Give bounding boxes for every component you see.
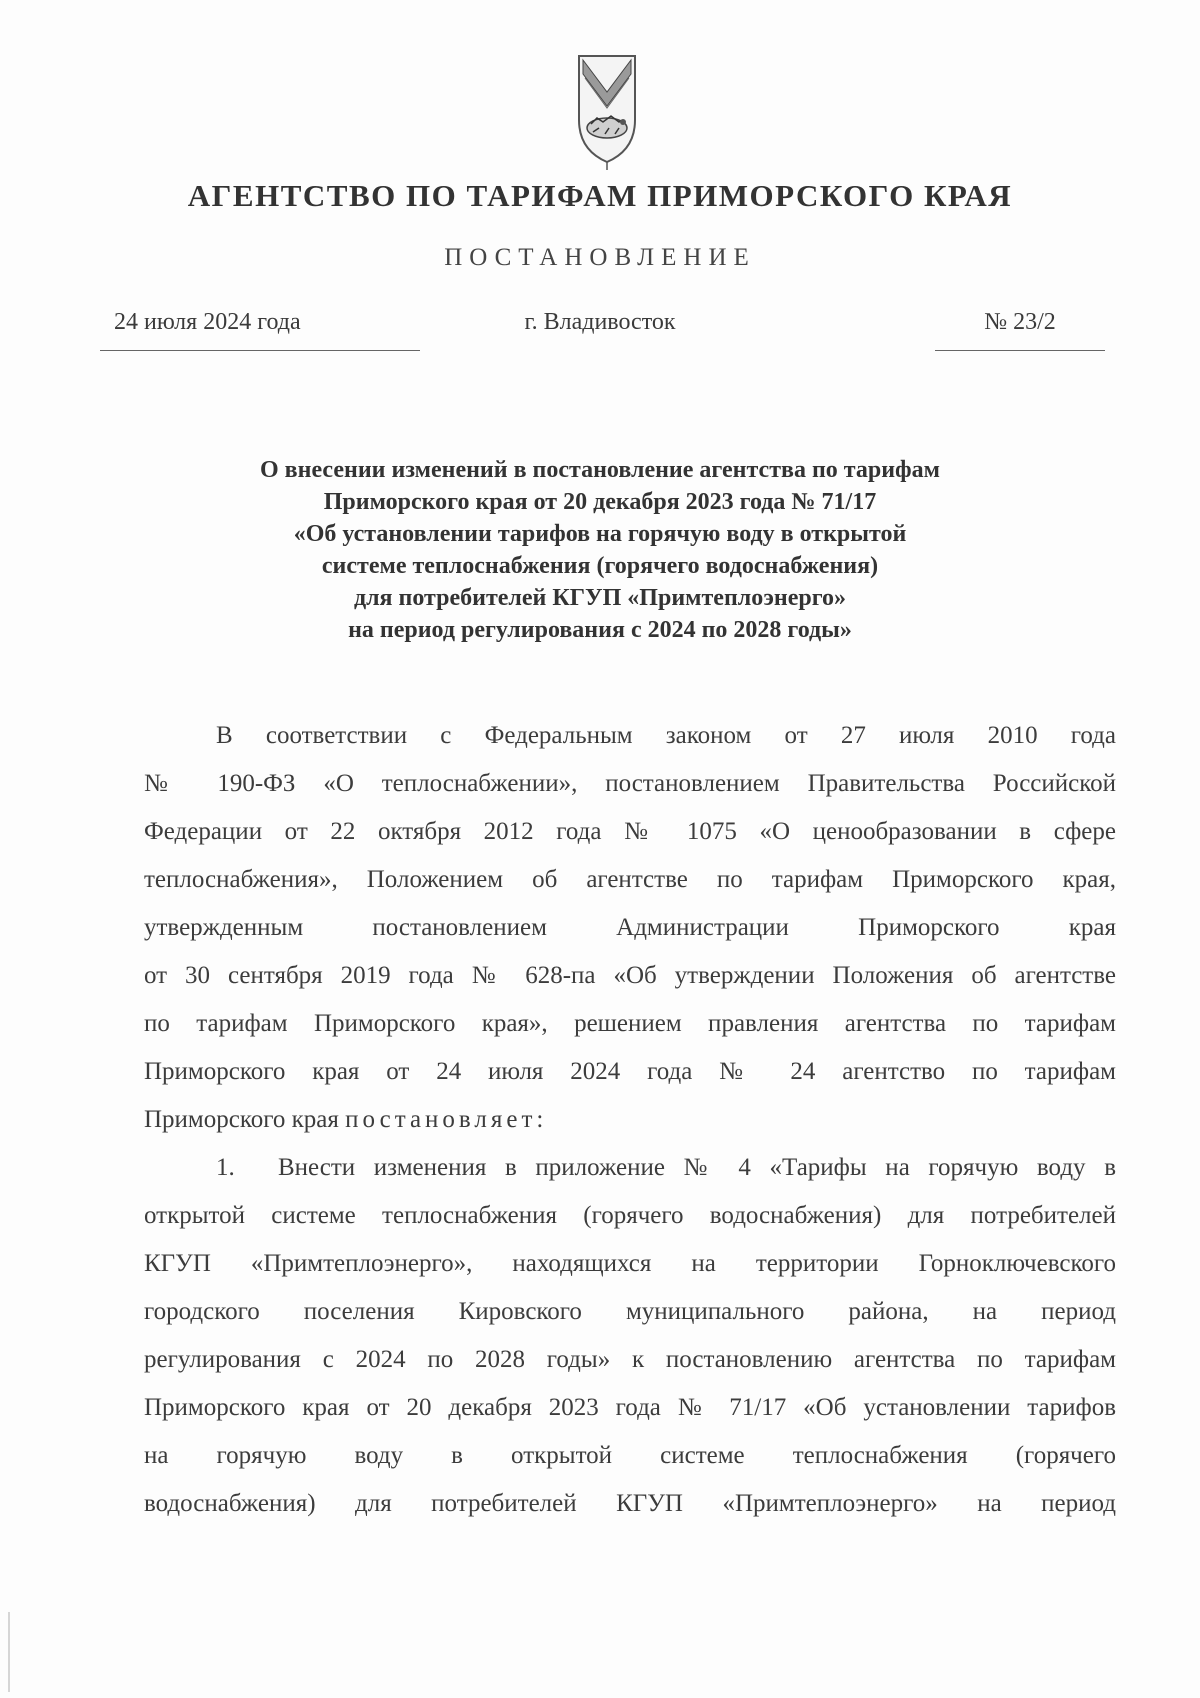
body-line xyxy=(144,1096,1116,1144)
body-line: № 190-ФЗ «О теплоснабжении», постановлением Правительства Российской xyxy=(144,770,1116,797)
body-line: Федерации от 22 октября 2012 года № 1075 «О ценообразовании в сфере xyxy=(144,818,1116,845)
body-line xyxy=(144,1144,1116,1192)
body-line: на горячую воду в открытой системе теплоснабжения (горячего xyxy=(144,1442,1116,1469)
title-line: Приморского края от 20 декабря 2023 года № 71/17 xyxy=(323,489,877,515)
body-line: открытой системе теплоснабжения (горячего водоснабжения) для потребителей xyxy=(144,1202,1116,1229)
item-number: 1. xyxy=(216,1154,235,1181)
body-line: теплоснабжения», Положением об агентстве по тарифам Приморского края, xyxy=(144,866,1116,893)
scan-edge-mark xyxy=(8,1612,10,1692)
title-line: системе теплоснабжения (горячего водоснабжения) xyxy=(321,553,879,579)
body-text-fragment: Приморского края xyxy=(144,1106,346,1133)
body-text-fragment: Внести изменения в приложение № 4 «Тарифы на горячую воду в xyxy=(278,1154,1116,1181)
agency-name: АГЕНТСТВО ПО ТАРИФАМ ПРИМОРСКОГО КРАЯ xyxy=(187,178,1013,213)
title-line: «Об установлении тарифов на горячую воду в открытой xyxy=(293,521,907,547)
body-line: КГУП «Примтеплоэнерго», находящихся на территории Горноключевского xyxy=(144,1250,1116,1277)
document-city: г. Владивосток xyxy=(524,309,676,335)
body-line: городского поселения Кировского муниципального района, на период xyxy=(144,1298,1116,1325)
body-line: утвержденным постановлением Администрации Приморского края xyxy=(144,914,1116,941)
body-line: по тарифам Приморского края», решением правления агентства по тарифам xyxy=(144,1010,1116,1037)
document-date: 24 июля 2024 года xyxy=(100,309,420,351)
document-number: № 23/2 xyxy=(935,309,1105,351)
document-meta xyxy=(0,309,1200,359)
body-line: регулирования с 2024 по 2028 годы» к постановлению агентства по тарифам xyxy=(144,1346,1116,1373)
title-line: для потребителей КГУП «Примтеплоэнерго» xyxy=(353,585,847,611)
body-line: от 30 сентября 2019 года № 628-па «Об утверждении Положения об агентстве xyxy=(144,962,1116,989)
document-body xyxy=(144,712,1116,1528)
body-line: Приморского края от 24 июля 2024 года № 24 агентство по тарифам xyxy=(144,1058,1116,1085)
body-line: В соответствии с Федеральным законом от 27 июля 2010 года xyxy=(216,722,1116,749)
coat-of-arms-icon xyxy=(573,50,641,172)
document-type: ПОСТАНОВЛЕНИЕ xyxy=(444,244,756,271)
document-title xyxy=(150,454,1050,646)
body-line: водоснабжения) для потребителей КГУП «Примтеплоэнерго» на период xyxy=(144,1490,1116,1517)
resolution-word: постановляет: xyxy=(345,1106,548,1133)
title-line: О внесении изменений в постановление агентства по тарифам xyxy=(260,457,940,483)
body-line: Приморского края от 20 декабря 2023 года № 71/17 «Об установлении тарифов xyxy=(144,1394,1116,1421)
title-line: на период регулирования с 2024 по 2028 годы» xyxy=(348,617,852,643)
